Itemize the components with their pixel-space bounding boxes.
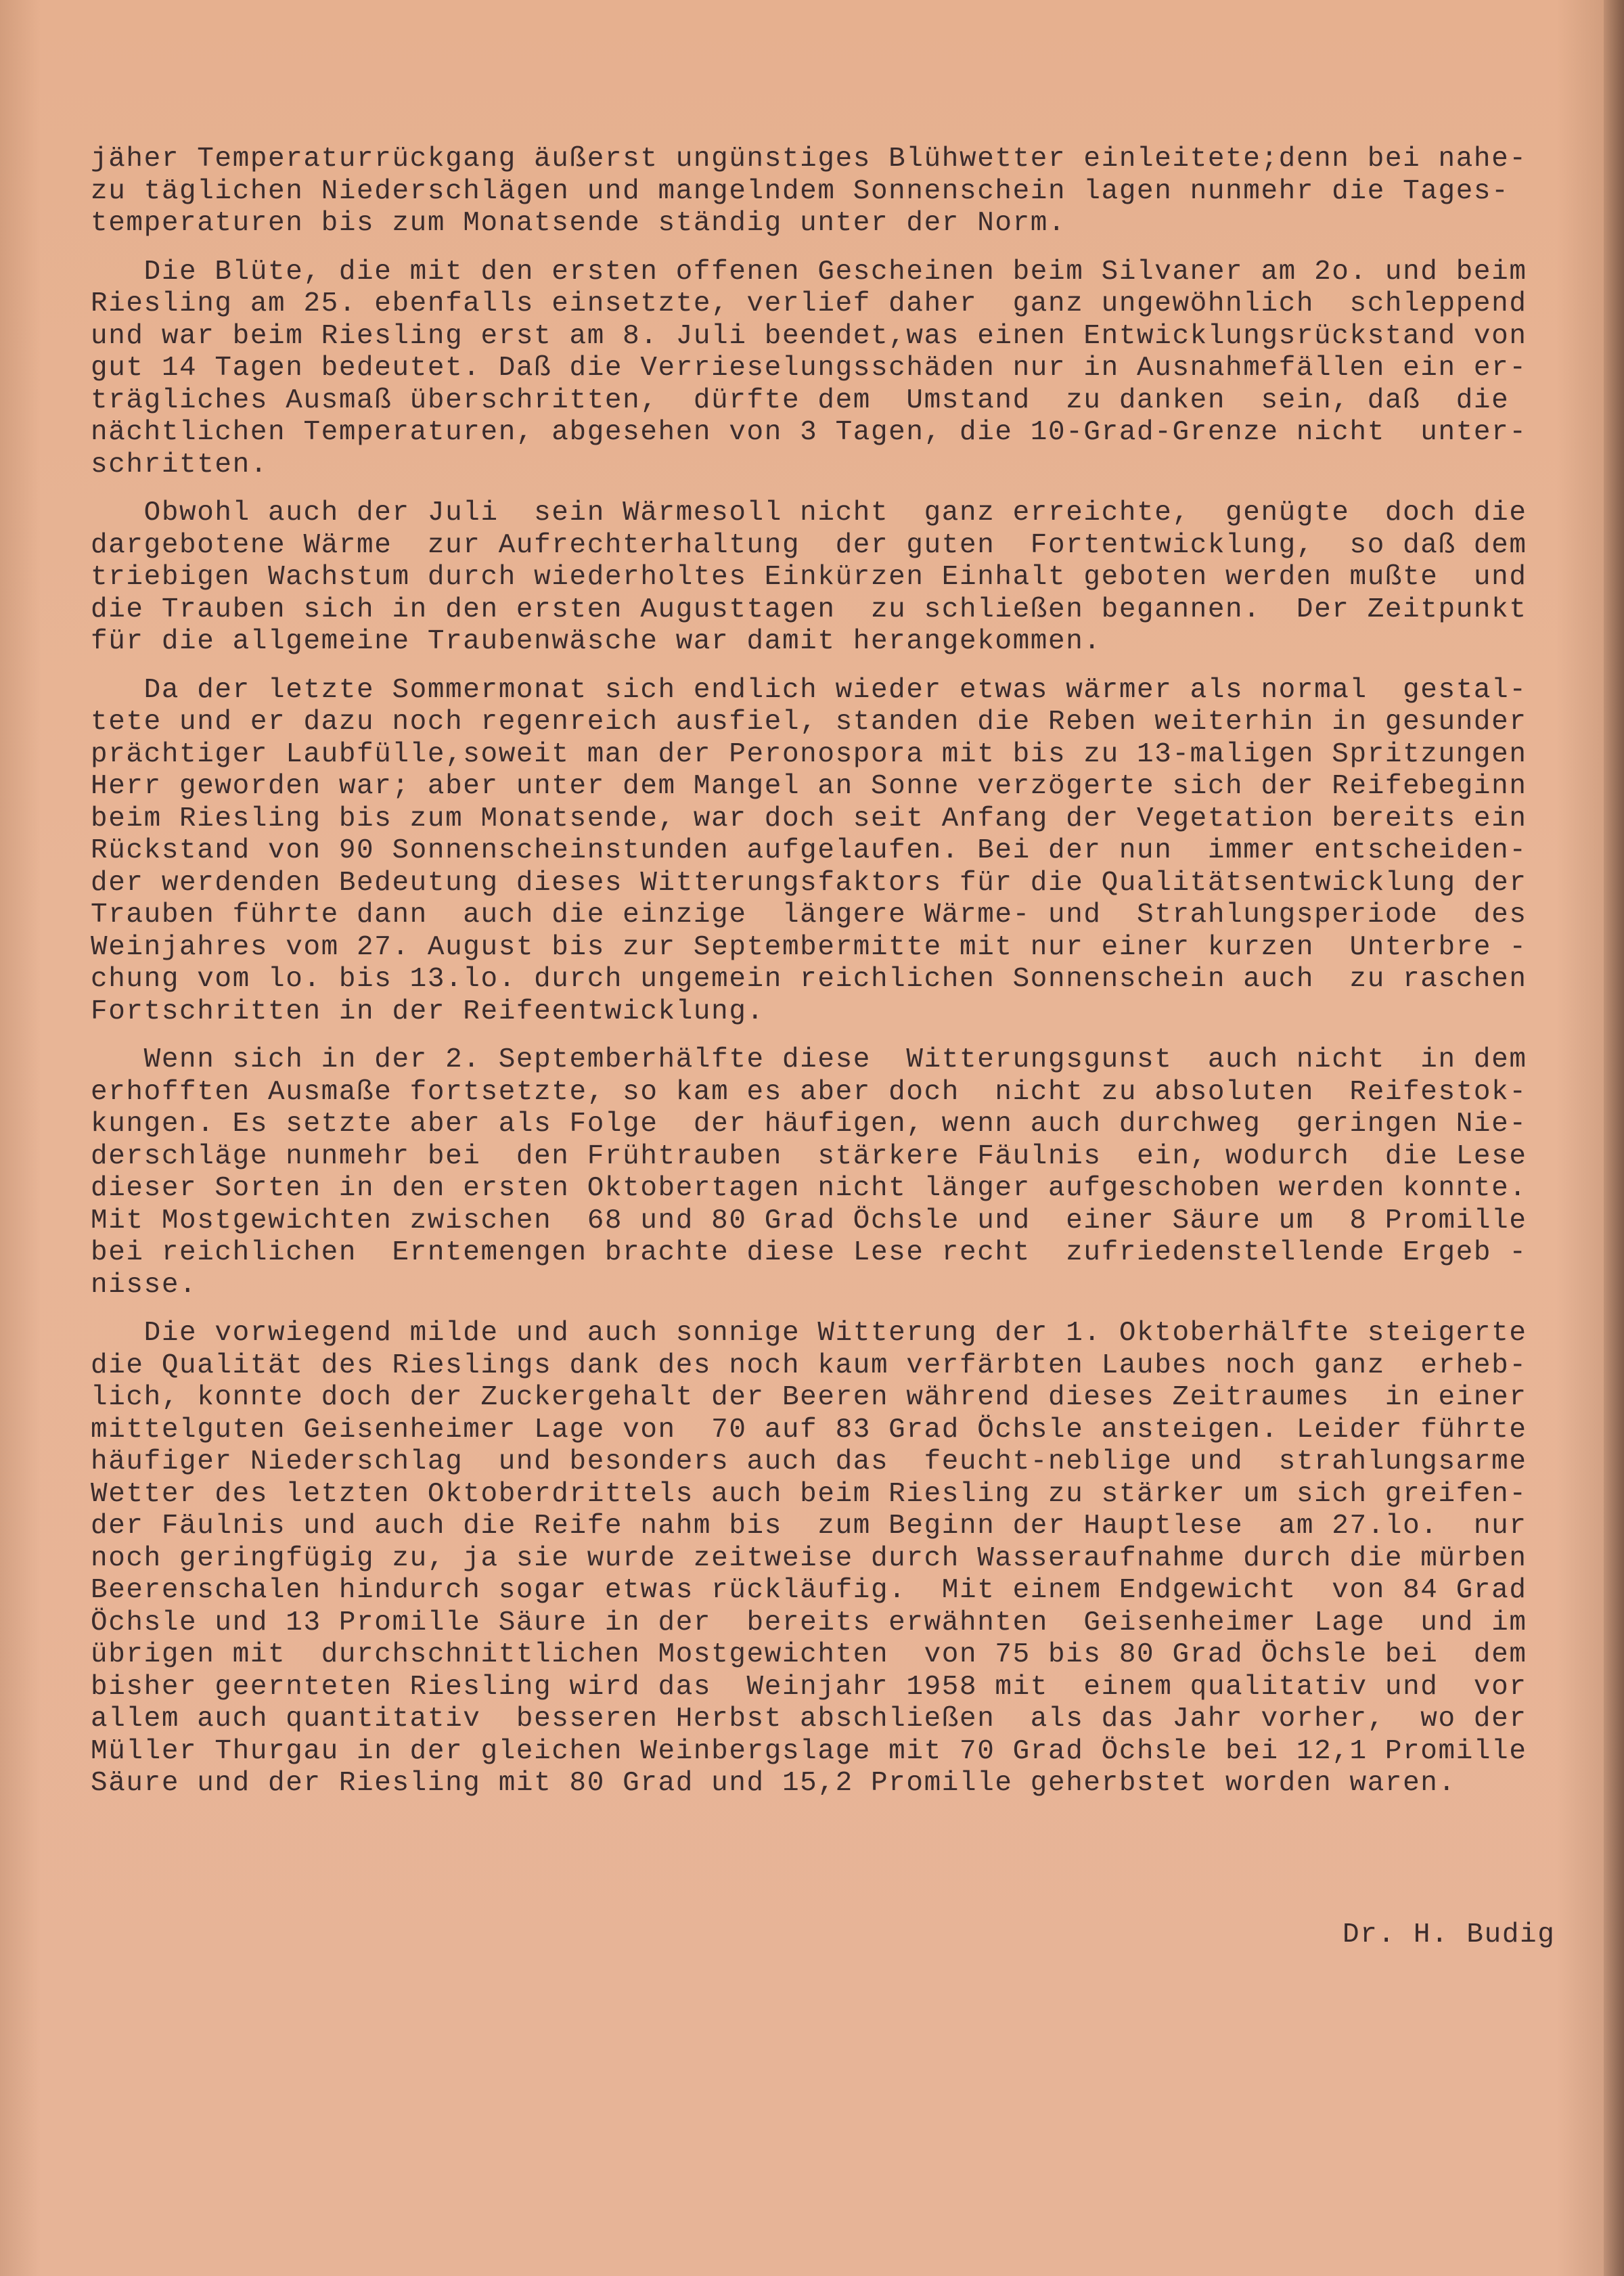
text-line: und war beim Riesling erst am 8. Juli beendet,was einen Entwicklungsrückstand von	[91, 320, 1527, 352]
text-line: Wetter des letzten Oktoberdrittels auch beim Riesling zu stärker um sich greifen-	[91, 1478, 1527, 1510]
text-line: Herr geworden war; aber unter dem Mangel an Sonne verzögerte sich der Reifebeginn	[91, 771, 1527, 802]
text-line: mittelguten Geisenheimer Lage von 70 auf 83 Grad Öchsle ansteigen. Leider führte	[91, 1414, 1527, 1446]
text-line: nisse.	[91, 1269, 198, 1301]
paragraph	[91, 675, 1566, 1029]
text-line: Öchsle und 13 Promille Säure in der bereits erwähnten Geisenheimer Lage und im	[91, 1607, 1527, 1638]
text-line: Beerenschalen hindurch sogar etwas rückläufig. Mit einem Endgewicht von 84 Grad	[91, 1575, 1527, 1606]
text-line: jäher Temperaturrückgang äußerst ungünstiges Blühwetter einleitete;denn bei nahe-	[91, 143, 1527, 175]
text-line: nächtlichen Temperaturen, abgesehen von 3 Tagen, die 10-Grad-Grenze nicht unter-	[91, 417, 1527, 448]
text-line: schritten.	[91, 449, 269, 481]
text-line: Weinjahres vom 27. August bis zur Septembermitte mit nur einer kurzen Unterbre -	[91, 931, 1527, 963]
text-line: bisher geernteten Riesling wird das Weinjahr 1958 mit einem qualitativ und vor	[91, 1671, 1527, 1703]
text-line: allem auch quantitativ besseren Herbst abschließen als das Jahr vorher, wo der	[91, 1703, 1527, 1735]
text-line: Mit Mostgewichten zwischen 68 und 80 Grad Öchsle und einer Säure um 8 Promille	[91, 1205, 1527, 1236]
paragraph	[91, 1044, 1566, 1301]
text-line: Wenn sich in der 2. Septemberhälfte diese Witterungsgunst auch nicht in dem	[91, 1044, 1527, 1075]
text-line: derschläge nunmehr bei den Frühtrauben stärkere Fäulnis ein, wodurch die Lese	[91, 1140, 1527, 1172]
text-line: erhofften Ausmaße fortsetzte, so kam es aber doch nicht zu absoluten Reifestok-	[91, 1076, 1527, 1108]
text-line: gut 14 Tagen bedeutet. Daß die Verrieselungsschäden nur in Ausnahmefällen ein er-	[91, 353, 1527, 384]
text-line: Riesling am 25. ebenfalls einsetzte, verlief daher ganz ungewöhnlich schleppend	[91, 288, 1527, 319]
text-line: Die Blüte, die mit den ersten offenen Gescheinen beim Silvaner am 2o. und beim	[91, 256, 1527, 288]
text-line: temperaturen bis zum Monatsende ständig unter der Norm.	[91, 208, 1066, 239]
text-line: häufiger Niederschlag und besonders auch das feucht-neblige und strahlungsarme	[91, 1446, 1527, 1477]
text-line: kungen. Es setzte aber als Folge der häufigen, wenn auch durchweg geringen Nie-	[91, 1109, 1527, 1140]
text-line: triebigen Wachstum durch wiederholtes Einkürzen Einhalt geboten werden mußte und	[91, 562, 1527, 593]
text-line: die Qualität des Rieslings dank des noch kaum verfärbten Laubes noch ganz erheb-	[91, 1349, 1527, 1381]
text-line: chung vom lo. bis 13.lo. durch ungemein reichlichen Sonnenschein auch zu raschen	[91, 964, 1527, 995]
text-line: bei reichlichen Erntemengen brachte diese Lese recht zufriedenstellende Ergeb -	[91, 1237, 1527, 1268]
signature: Dr. H. Budig	[1343, 1919, 1556, 1950]
text-line: für die allgemeine Traubenwäsche war damit herangekommen.	[91, 626, 1102, 657]
text-line: noch geringfügig zu, ja sie wurde zeitweise durch Wasseraufnahme durch die mürben	[91, 1542, 1527, 1574]
text-line: zu täglichen Niederschlägen und mangelndem Sonnenschein lagen nunmehr die Tages-	[91, 175, 1510, 207]
text-line: Müller Thurgau in der gleichen Weinbergslage mit 70 Grad Öchsle bei 12,1 Promille	[91, 1735, 1527, 1767]
paragraph	[91, 497, 1566, 659]
text-line: dieser Sorten in den ersten Oktobertagen nicht länger aufgeschoben werden konnte.	[91, 1173, 1527, 1204]
text-line: dargebotene Wärme zur Aufrechterhaltung der guten Fortentwicklung, so daß dem	[91, 529, 1527, 561]
paragraph	[91, 143, 1566, 240]
text-line: prächtiger Laubfülle,soweit man der Peronospora mit bis zu 13-maligen Spritzungen	[91, 738, 1527, 770]
paragraph	[91, 256, 1566, 482]
text-line: die Trauben sich in den ersten Augusttagen zu schließen begannen. Der Zeitpunkt	[91, 594, 1527, 625]
text-line: beim Riesling bis zum Monatsende, war doch seit Anfang der Vegetation bereits ein	[91, 803, 1527, 834]
text-line: Fortschritten in der Reifeentwicklung.	[91, 996, 765, 1027]
text-line: trägliches Ausmaß überschritten, dürfte dem Umstand zu danken sein, daß die	[91, 384, 1510, 416]
text-line: Trauben führte dann auch die einzige längere Wärme- und Strahlungsperiode des	[91, 899, 1527, 931]
text-line: lich, konnte doch der Zuckergehalt der Beeren während dieses Zeitraumes in einer	[91, 1382, 1527, 1413]
text-line: Da der letzte Sommermonat sich endlich wieder etwas wärmer als normal gestal-	[91, 674, 1527, 706]
text-line: Säure und der Riesling mit 80 Grad und 15,2 Promille geherbstet worden waren.	[91, 1768, 1456, 1799]
body-text	[91, 143, 1566, 1816]
text-line: Obwohl auch der Juli sein Wärmesoll nicht ganz erreichte, genügte doch die	[91, 497, 1527, 529]
text-line: Die vorwiegend milde und auch sonnige Witterung der 1. Oktoberhälfte steigerte	[91, 1318, 1527, 1349]
text-line: tete und er dazu noch regenreich ausfiel, standen die Reben weiterhin in gesunder	[91, 707, 1527, 738]
text-line: der Fäulnis und auch die Reife nahm bis zum Beginn der Hauptlese am 27.lo. nur	[91, 1511, 1527, 1542]
text-line: übrigen mit durchschnittlichen Mostgewichten von 75 bis 80 Grad Öchsle bei dem	[91, 1639, 1527, 1670]
page-binding-shadow	[1604, 0, 1624, 2276]
text-line: Rückstand von 90 Sonnenscheinstunden aufgelaufen. Bei der nun immer entscheiden-	[91, 835, 1527, 866]
paragraph	[91, 1318, 1566, 1800]
text-line: der werdenden Bedeutung dieses Witterungsfaktors für die Qualitätsentwicklung der	[91, 867, 1527, 899]
